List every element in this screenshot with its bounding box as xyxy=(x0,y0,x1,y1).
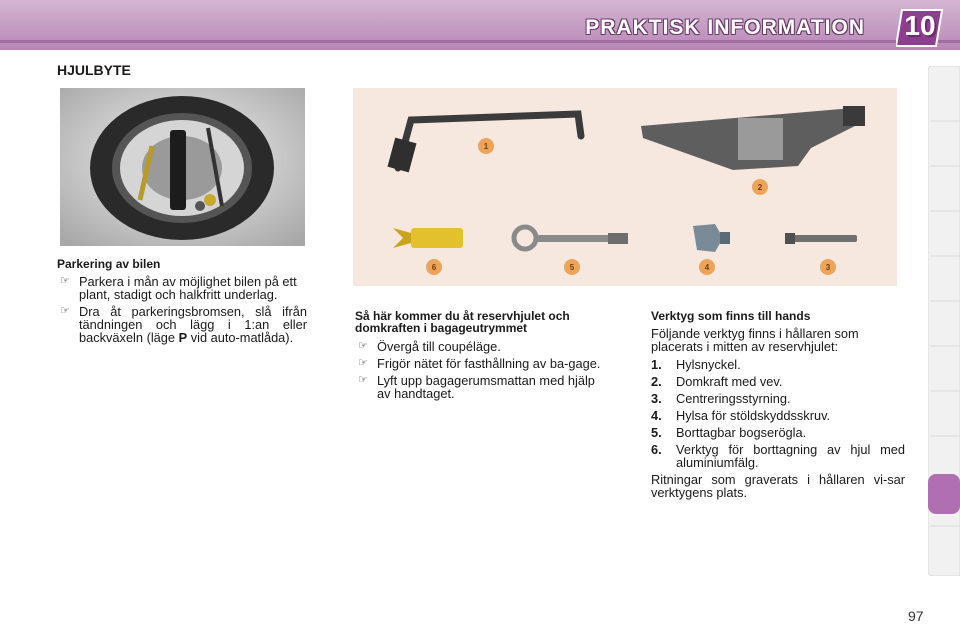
page-number: 97 xyxy=(908,608,924,624)
tool-item: 3. Centreringsstyrning. xyxy=(651,391,791,406)
tool-item: 1. Hylsnyckel. xyxy=(651,357,741,372)
tools-heading: Verktyg som finns till hands xyxy=(651,309,811,323)
tools-section xyxy=(651,310,905,499)
header-rule xyxy=(0,40,960,43)
active-chapter-tab xyxy=(928,474,960,514)
access-section xyxy=(355,310,607,404)
pointing-hand-icon: ☞ xyxy=(358,374,368,386)
parking-section xyxy=(57,258,307,348)
label-5: 5 xyxy=(569,263,575,272)
centering-guide-drawing xyxy=(785,235,857,242)
label-3: 3 xyxy=(825,263,831,272)
label-4: 4 xyxy=(704,263,710,272)
tool-item: 4. Hylsa för stöldskyddsskruv. xyxy=(651,408,831,423)
tools-illustration xyxy=(353,88,897,286)
spare-wheel-photo xyxy=(60,88,305,246)
label-2: 2 xyxy=(757,183,763,192)
chapter-title: PRAKTISK INFORMATION xyxy=(585,16,865,39)
section-title: HJULBYTE xyxy=(57,62,131,78)
tools-intro: Följande verktyg finns i hållaren som placerats i mitten av reservhjulet: xyxy=(651,326,859,354)
chapter-number: 10 xyxy=(904,10,936,41)
pointing-hand-icon: ☞ xyxy=(358,340,368,352)
pointing-hand-icon: ☞ xyxy=(60,275,70,287)
tools-outro: Ritningar som graverats i hållaren vi-sar verktygens plats. xyxy=(651,472,905,500)
tool-item: 2. Domkraft med vev. xyxy=(651,374,783,389)
access-step: ☞ Lyft upp bagagerumsmattan med hjälp av handtaget. xyxy=(358,373,595,401)
pointing-hand-icon: ☞ xyxy=(60,305,70,317)
access-step: ☞ Frigör nätet för fasthållning av ba-gage. xyxy=(358,356,601,371)
pointing-hand-icon: ☞ xyxy=(358,357,368,369)
label-6: 6 xyxy=(431,263,437,272)
chapter-tabs xyxy=(928,66,960,576)
parking-step: ☞ Parkera i mån av möjlighet bilen på ett plant, stadigt och halkfritt underlag. xyxy=(60,274,297,302)
parking-heading: Parkering av bilen xyxy=(57,257,161,271)
access-step: ☞ Övergå till coupéläge. xyxy=(358,339,501,354)
access-heading: Så här kommer du åt reservhjulet och domkraften i bagageutrymmet xyxy=(355,309,570,335)
tool-item: 5. Borttagbar bogserögla. xyxy=(651,425,807,440)
parking-step: ☞ Dra åt parkeringsbromsen, slå ifrån tändningen och lägg i 1:an eller backväxeln (läge P vid auto-matlåda). xyxy=(60,304,307,345)
tool-item: 6. Verktyg för borttagning av hjul med aluminiumfälg. xyxy=(651,442,905,470)
label-1: 1 xyxy=(483,142,489,151)
